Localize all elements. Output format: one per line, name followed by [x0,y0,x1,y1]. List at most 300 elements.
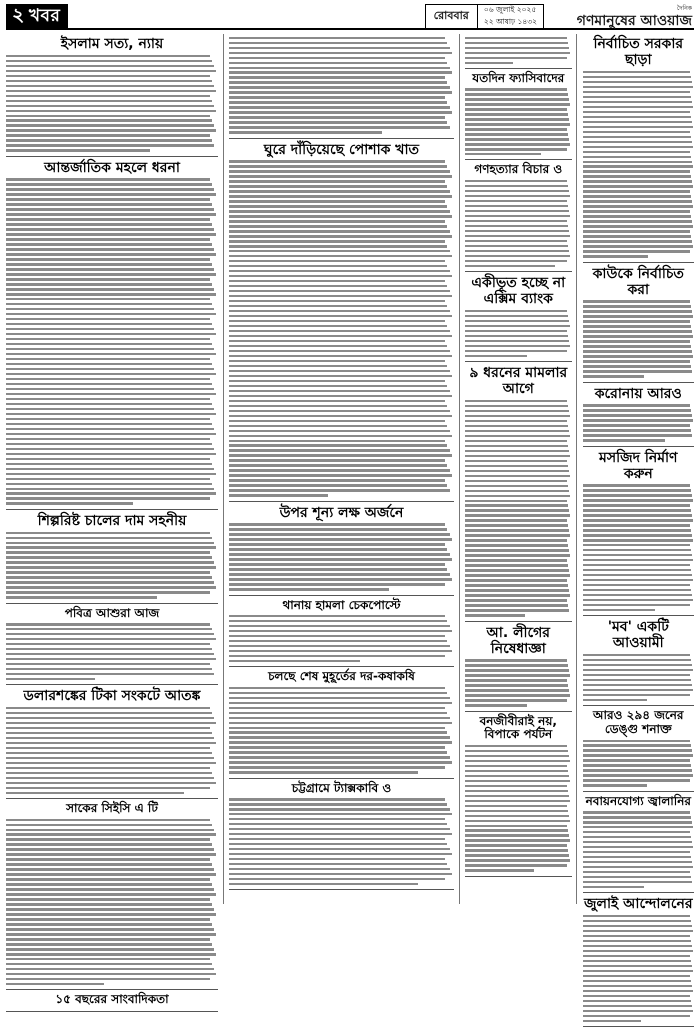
text-line [465,509,569,511]
news-story [6,513,218,599]
text-line [465,810,568,812]
text-line [583,250,690,252]
text-line [6,373,216,375]
text-line [583,76,691,78]
text-line [229,494,328,496]
text-line [465,103,570,105]
news-story [229,505,454,591]
text-line [6,853,216,855]
column-3b [583,34,694,913]
text-line [465,180,567,182]
text-line [6,596,157,598]
text-line [465,564,568,566]
story-divider [465,68,572,69]
text-line [6,591,210,593]
text-line [6,913,216,915]
text-line [229,350,450,352]
news-story [229,37,454,134]
text-line [229,563,445,565]
text-line [6,363,212,365]
story-headline: আরও ২৯৪ জনের ডেঙ্গু শনাক্ত [593,708,684,737]
text-line [583,689,693,691]
text-line [583,779,690,781]
text-line [229,185,447,187]
text-line [6,928,214,930]
text-line [229,205,447,207]
text-line [229,300,445,302]
text-line [229,687,445,689]
story-body [583,404,694,441]
text-line [583,866,693,868]
text-line [6,908,214,910]
story-body [583,915,694,1022]
story-divider [465,159,572,160]
text-line [229,111,452,113]
story-body [465,400,572,617]
text-line [6,556,212,558]
text-line [6,149,150,151]
text-line [583,320,690,322]
text-line [583,955,690,957]
text-line [6,228,214,230]
news-story [6,993,218,1007]
text-line [229,454,452,456]
text-line [6,124,214,126]
text-line [229,838,445,840]
text-line [465,330,567,332]
text-line [465,405,568,407]
text-line [229,645,450,647]
text-line [583,559,693,561]
text-line [6,90,216,92]
text-line [229,165,447,167]
text-line [465,450,569,452]
text-line [6,418,210,420]
text-line [465,485,568,487]
text-line [583,594,692,596]
text-line [6,787,210,789]
text-line [6,198,210,200]
text-line [583,350,692,352]
text-line [6,973,216,975]
text-line [583,499,693,501]
text-line [465,123,570,125]
text-line [229,878,445,880]
text-line [229,761,452,763]
story-headline: সাকের সিইসি এ টি [66,801,158,816]
story-body [465,88,572,155]
story-body [465,180,572,267]
text-line [583,674,690,676]
story-divider [465,621,572,622]
news-story [583,619,694,701]
text-line [465,235,570,237]
text-line [229,459,445,461]
text-line [583,310,692,312]
text-line [6,318,210,320]
text-line [465,864,567,866]
text-line [465,470,569,472]
text-line [229,625,450,627]
text-line [6,85,214,87]
text-line [229,52,452,54]
text-line [583,1005,692,1007]
text-line [6,712,212,714]
text-line [465,93,568,95]
text-line [465,310,567,312]
text-line [583,764,691,766]
text-line [465,574,570,576]
text-line [229,360,445,362]
text-line [229,62,447,64]
story-headline: মসজিদ নির্মাণ করুন [599,449,678,482]
story-headline: আন্তর্জাতিক মহলে ধরনা [44,159,180,176]
text-line [6,658,216,660]
story-headline: চলছে শেষ মুহূর্তের দর-কষাকষি [268,669,415,684]
text-line [465,265,555,267]
text-line [6,819,210,821]
text-line [583,950,693,952]
story-body [6,707,218,794]
text-line [583,564,690,566]
text-line [465,614,525,616]
text-line [583,200,692,202]
weekday: রোববার [425,4,478,30]
story-divider [229,666,454,667]
text-line [583,404,690,406]
story-divider [229,138,454,139]
text-line [465,425,568,427]
text-line [6,95,210,97]
text-line [229,533,450,535]
text-line [229,630,452,632]
text-line [583,305,691,307]
text-line [229,489,450,491]
text-line [583,220,692,222]
text-line [583,365,691,367]
text-line [583,210,690,212]
masthead-rule [68,4,424,30]
text-line [583,749,692,751]
text-line [583,424,690,426]
text-line [6,193,216,195]
text-line [229,528,447,530]
text-line [229,573,450,575]
text-line [229,660,360,662]
text-line [6,537,212,539]
text-line [583,816,691,818]
text-line [229,405,447,407]
text-line [465,230,569,232]
text-line [583,345,691,347]
text-line [583,945,692,947]
text-line [6,638,216,640]
text-line [583,589,691,591]
text-line [465,195,570,197]
text-line [229,395,452,397]
text-line [583,554,692,556]
story-body [583,484,694,611]
text-line [583,744,691,746]
text-line [465,88,567,90]
text-line [6,963,212,965]
text-line [229,650,452,652]
story-divider [583,705,694,706]
text-line [583,116,691,118]
text-line [465,750,568,752]
text-line [229,335,452,337]
news-story [6,607,218,681]
text-line [229,440,445,442]
text-line [465,765,567,767]
text-line [583,355,693,357]
text-line [6,438,210,440]
text-line [583,340,690,342]
text-line [229,798,445,800]
text-line [583,190,690,192]
logo-name: গণমানুষের আওয়াজ [576,13,692,29]
column-3a [465,34,577,904]
text-line [6,378,210,380]
text-line [229,469,450,471]
story-headline: জুলাই আন্দোলনের [584,896,693,913]
text-line [465,599,567,601]
text-line [465,849,568,851]
text-line [465,859,570,861]
text-line [583,970,693,972]
text-line [583,91,690,93]
text-line [229,707,445,709]
text-line [465,340,569,342]
text-line [229,315,452,317]
story-body [583,71,694,258]
news-story [583,709,694,786]
text-line [229,370,450,372]
text-line [583,300,690,302]
text-line [229,751,447,753]
text-line [6,268,214,270]
text-line [583,230,690,232]
news-story [465,37,572,64]
text-line [465,108,567,110]
text-line [229,47,450,49]
text-line [229,190,450,192]
story-headline: যতদিন ফ্যাসিবাদের [472,70,565,85]
text-line [6,423,212,425]
text-line [229,568,447,570]
text-line [6,653,214,655]
text-line [6,668,212,670]
text-line [583,975,690,977]
column-2 [224,34,460,904]
text-line [6,223,212,225]
text-line [465,770,568,772]
story-headline: নির্বাচিত সরকার ছাড়া [593,36,684,69]
text-line [465,325,570,327]
text-line [229,538,452,540]
text-line [6,898,210,900]
text-line [583,940,691,942]
text-line [465,704,527,706]
text-line [583,740,690,742]
text-line [229,220,445,222]
text-line [6,561,214,563]
story-divider [229,889,454,890]
text-line [583,96,691,98]
text-line [229,91,452,93]
text-line [6,673,214,675]
text-line [465,190,569,192]
text-line [6,413,216,415]
text-line [229,474,452,476]
text-line [6,278,210,280]
story-divider [229,501,454,502]
text-line [6,428,214,430]
text-line [6,878,210,880]
text-line [229,553,450,555]
text-line [583,1000,691,1002]
text-line [583,175,691,177]
text-line [229,741,452,743]
text-line [465,320,569,322]
text-line [583,185,693,187]
text-line [465,133,568,135]
story-divider [6,989,218,990]
text-line [583,876,691,878]
text-line [6,792,184,794]
text-line [465,504,568,506]
story-body [583,740,694,787]
text-line [583,960,691,962]
text-line [583,694,690,696]
text-line [6,273,216,275]
story-headline: ১৫ বছরের সাংবাদিকতা [55,992,169,1007]
text-line [583,669,693,671]
text-line [583,871,690,873]
text-line [583,831,690,833]
page-section-tag [6,4,68,30]
story-headline: ৯ ধরনের মামলার আগে [469,365,568,398]
text-line [6,468,214,470]
text-line [229,76,445,78]
text-line [465,785,567,787]
story-divider [583,262,694,263]
news-story [465,275,572,357]
text-line [465,200,567,202]
text-line [229,415,452,417]
text-line [229,390,450,392]
text-line [465,584,568,586]
text-line [229,833,452,835]
text-line [6,497,210,499]
story-headline: নবায়নযোগ্য জ্বালানির [585,793,691,808]
text-line [6,238,210,240]
text-line [6,767,210,769]
text-line [229,210,450,212]
text-line [465,445,568,447]
text-line [229,295,452,297]
text-line [6,328,214,330]
text-line [465,534,570,536]
text-line [229,435,452,437]
text-line [465,225,568,227]
text-line [583,375,644,377]
text-line [229,180,445,182]
news-story [583,896,694,1022]
text-line [583,841,692,843]
text-line [465,529,569,531]
text-line [465,820,570,822]
text-line [583,519,693,521]
text-line [465,345,570,347]
text-line [6,782,216,784]
text-line [465,415,570,417]
text-line [465,210,569,212]
text-line [6,383,212,385]
text-line [465,240,567,242]
text-line [583,235,691,237]
text-line [229,813,452,815]
text-line [465,664,568,666]
section-name: খবর [28,6,61,26]
text-line [583,205,693,207]
text-line [465,315,568,317]
text-line [583,195,691,197]
text-line [6,868,214,870]
text-line [6,933,216,935]
text-line [583,504,690,506]
text-line [6,643,210,645]
text-line [6,953,216,955]
text-line [465,514,570,516]
text-line [229,250,450,252]
text-line [6,478,210,480]
text-line [6,488,214,490]
story-headline: ঘুরে দাঁড়িয়েছে পোশাক খাত [263,141,420,158]
text-line [465,755,569,757]
text-line [6,129,216,131]
text-line [465,52,570,54]
text-line [229,868,450,870]
text-line [583,851,690,853]
text-line [583,679,691,681]
text-line [229,106,450,108]
text-line [6,717,214,719]
news-story [465,715,572,872]
text-line [583,146,693,148]
text-line [6,968,214,970]
text-line [583,81,692,83]
text-line [583,930,693,932]
text-line [465,549,569,551]
news-story [465,365,572,617]
text-line [465,148,567,150]
text-line [229,722,452,724]
text-line [465,684,568,686]
text-line [6,663,210,665]
text-line [6,678,95,680]
text-line [6,433,216,435]
text-line [465,539,567,541]
story-body [229,37,454,134]
text-line [229,126,450,128]
news-story [465,163,572,267]
text-line [6,388,214,390]
text-line [583,534,692,536]
story-body [229,798,454,885]
story-body [6,819,218,986]
text-line [229,464,447,466]
